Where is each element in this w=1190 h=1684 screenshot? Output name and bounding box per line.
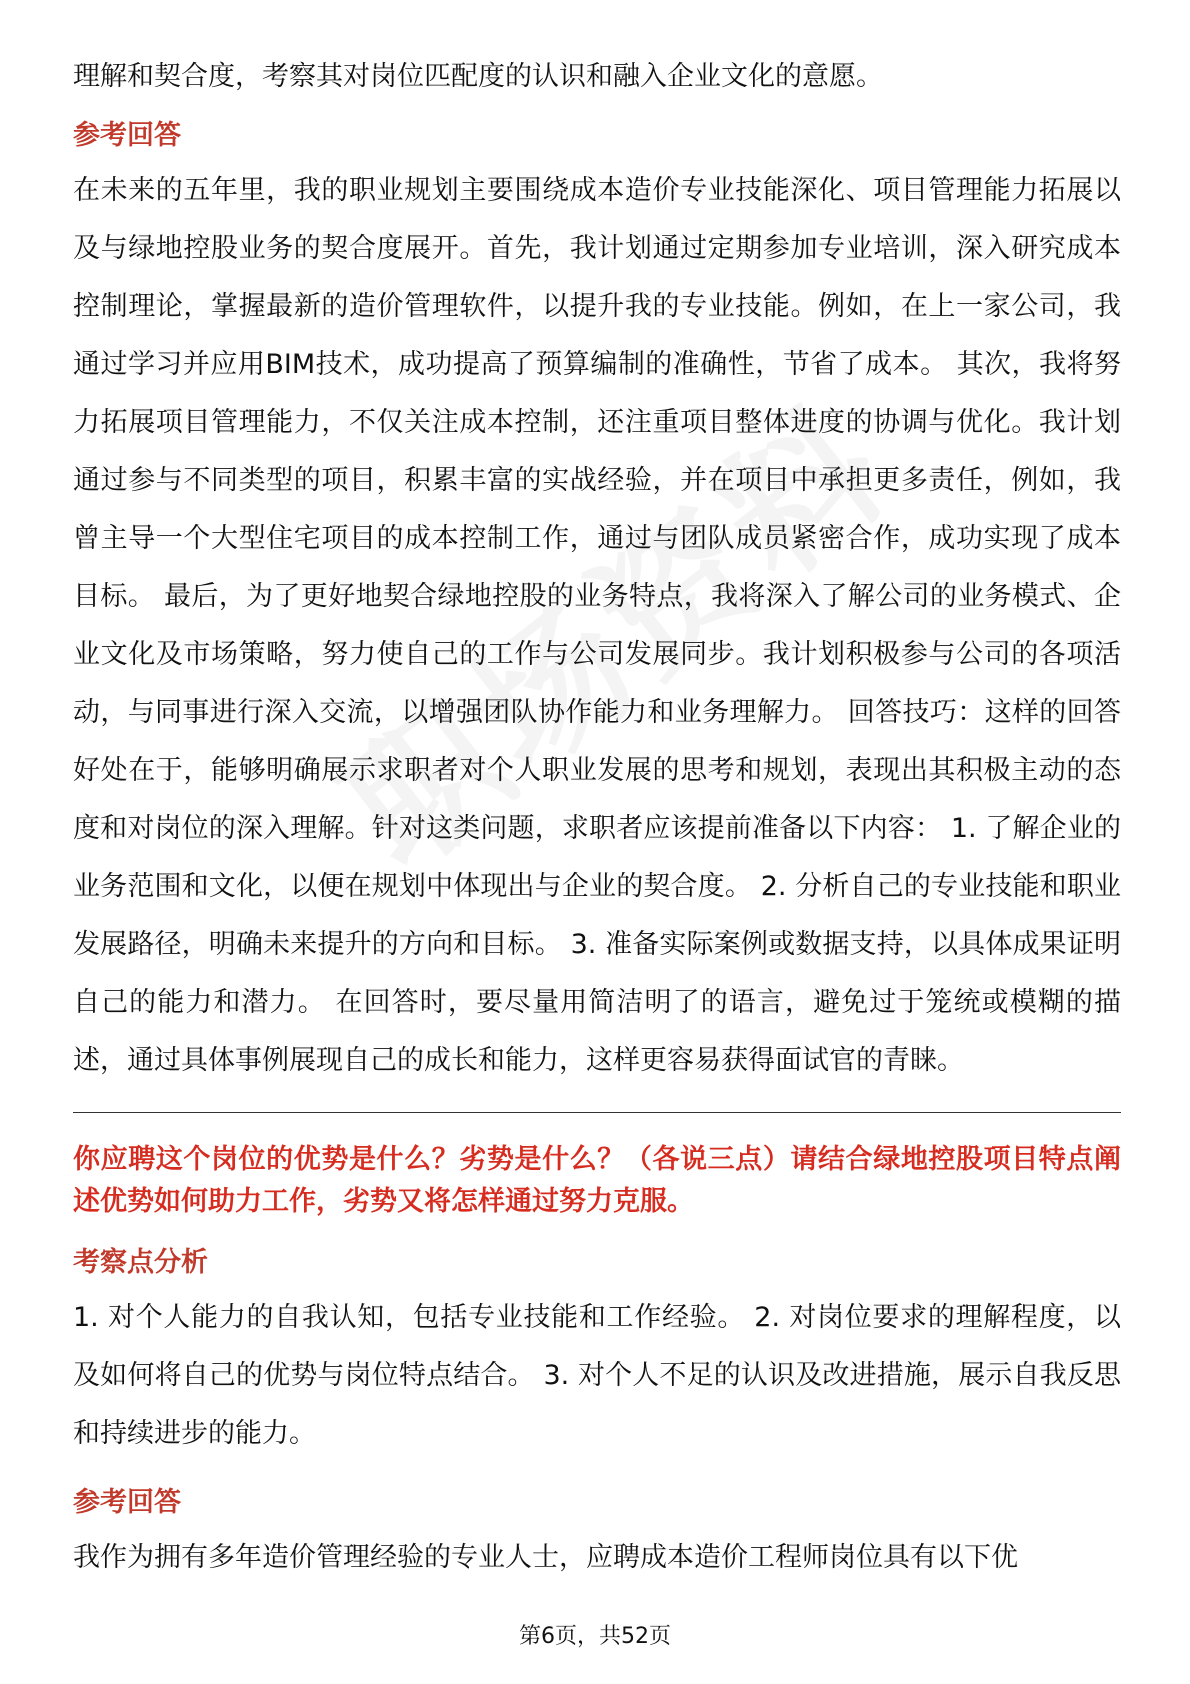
reference-answer-heading: 参考回答: [73, 120, 181, 151]
reference-answer-paragraph-2: 我作为拥有多年造价管理经验的专业人士，应聘成本造价工程师岗位具有以下优: [73, 1542, 1018, 1573]
interview-question: 你应聘这个岗位的优势是什么？劣势是什么？（各说三点）请结合绿地控股项目特点阐述优势如何助力工作，劣势又将怎样通过努力克服。: [73, 1144, 1121, 1217]
reference-answer-heading-2: 参考回答: [73, 1487, 181, 1518]
analysis-heading: 考察点分析: [73, 1247, 208, 1278]
page-content: [73, 48, 1121, 1587]
section-divider: [73, 1112, 1121, 1113]
page-number-footer: 第6页，共52页: [519, 1624, 671, 1649]
analysis-paragraph: 1. 对个人能力的自我认知，包括专业技能和工作经验。 2. 对岗位要求的理解程度，以及如何将自己的优势与岗位特点结合。 3. 对个人不足的认识及改进措施，展示自我反思和持续进步的能力。: [73, 1302, 1121, 1449]
reference-answer-paragraph: 在未来的五年里，我的职业规划主要围绕成本造价专业技能深化、项目管理能力拓展以及与绿地控股业务的契合度展开。首先，我计划通过定期参加专业培训，深入研究成本控制理论，掌握最新的造价管理软件，以提升我的专业技能。例如，在上一家公司，我通过学习并应用BIM技术，成功提高了预算编制的准确性，节省了成本。 其次，我将努力拓展项目管理能力，不仅关注成本控制，还注重项目整体进度的协调与优化。我计划通过参与不同类型的项目，积累丰富的实战经验，并在项目中承担更多责任，例如，我曾主导一个大型住宅项目的成本控制工作，通过与团队成员紧密合作，成功实现了成本目标。 最后，为了更好地契合绿地控股的业务特点，我将深入了解公司的业务模式、企业文化及市场策略，努力使自己的工作与公司发展同步。我计划积极参与公司的各项活动，与同事进行深入交流，以增强团队协作能力和业务理解力。 回答技巧：这样的回答好处在于，能够明确展示求职者对个人职业发展的思考和规划，表现出其积极主动的态度和对岗位的深入理解。针对这类问题，求职者应该提前准备以下内容： 1. 了解企业的业务范围和文化，以便在规划中体现出与企业的契合度。 2. 分析自己的专业技能和职业发展路径，明确未来提升的方向和目标。 3. 准备实际案例或数据支持，以具体成果证明自己的能力和潜力。 在回答时，要尽量用简洁明了的语言，避免过于笼统或模糊的描述，通过具体事例展现自己的成长和能力，这样更容易获得面试官的青睐。: [73, 175, 1121, 1076]
intro-paragraph: 理解和契合度，考察其对岗位匹配度的认识和融入企业文化的意愿。: [73, 61, 883, 92]
